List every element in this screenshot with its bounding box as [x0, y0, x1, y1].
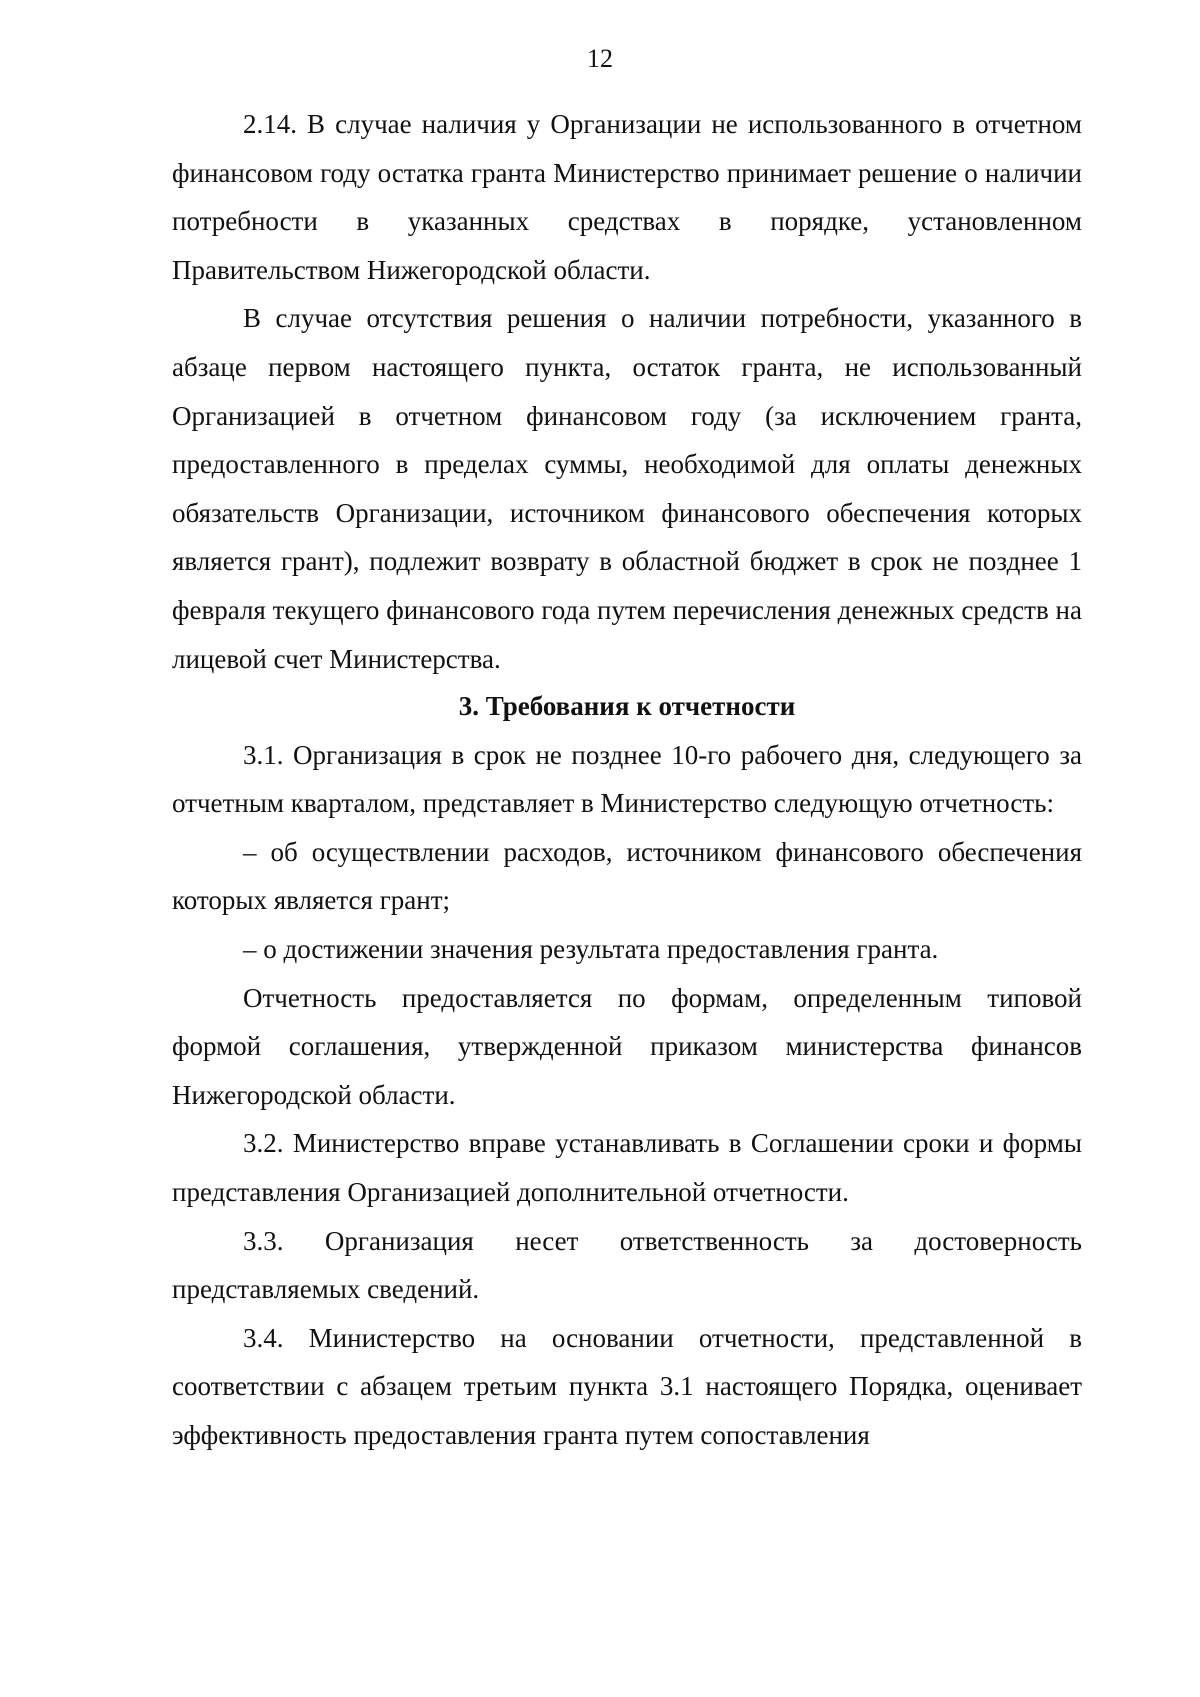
section-2-block [172, 100, 1082, 683]
paragraph-3-4: 3.4. Министерство на основании отчетности, представленной в соответствии с абзацем третьим пункта 3.1 настоящего Порядка, оценивает эффективность предоставления гранта путем сопоставления [172, 1322, 1082, 1450]
paragraph-3-1: 3.1. Организация в срок не позднее 10-го рабочего дня, следующего за отчетным кварталом, представляет в Министерство следующую отчетность: [172, 739, 1082, 819]
paragraph-2-14-return: В случае отсутствия решения о наличии потребности, указанного в абзаце первом настоящего пункта, остаток гранта, не использованный Организацией в отчетном финансовом году (за исключением гранта, предоставленного в пределах суммы, необходимой для оплаты денежных обязательств Организации, источником финансового обеспечения которых является грант), подлежит возврату в областной бюджет в срок не позднее 1 февраля текущего финансового года путем перечисления денежных средств на лицевой счет Министерства. [172, 303, 1082, 674]
paragraph-2-14: 2.14. В случае наличия у Организации не использованного в отчетном финансовом году остатка гранта Министерство принимает решение о наличии потребности в указанных средствах в порядке, установленном Правительством Нижегородской области. [172, 109, 1082, 285]
paragraph-3-2: 3.2. Министерство вправе устанавливать в Соглашении сроки и формы представления Организацией дополнительной отчетности. [172, 1128, 1082, 1207]
page-number: 12 [587, 44, 613, 73]
section-heading: 3. Требования к отчетности [458, 691, 796, 721]
paragraph-3-1-item-expenses: – об осуществлении расходов, источником финансового обеспечения которых является грант; [172, 836, 1082, 916]
section-3-block [172, 682, 1082, 1460]
paragraph-3-1-forms: Отчетность предоставляется по формам, определенным типовой формой соглашения, утвержденной приказом министерства финансов Нижегородской области. [172, 982, 1082, 1110]
paragraph-3-1-item-result: – о достижении значения результата предоставления гранта. [243, 933, 939, 964]
paragraph-3-3: 3.3. Организация несет ответственность за достоверность представляемых сведений. [172, 1225, 1082, 1305]
